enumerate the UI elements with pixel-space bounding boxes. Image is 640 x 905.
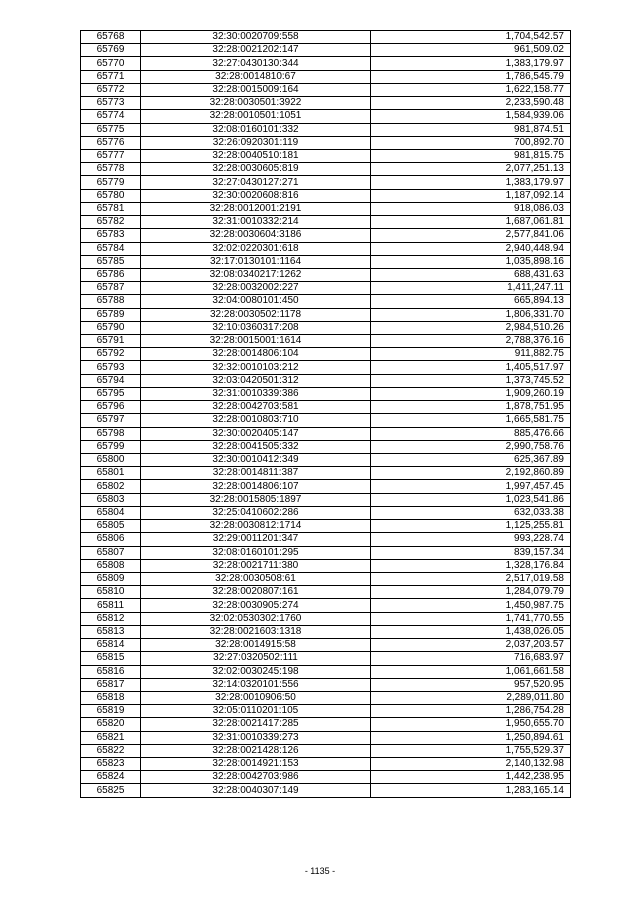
record-id-cell: 65793 bbox=[81, 361, 141, 374]
cadastral-number-cell: 32:28:0030812:1714 bbox=[141, 520, 371, 533]
record-id-cell: 65784 bbox=[81, 242, 141, 255]
amount-cell: 981,874.51 bbox=[371, 123, 571, 136]
table-row bbox=[81, 467, 571, 480]
table-row bbox=[81, 572, 571, 585]
cadastral-number-cell: 32:28:0030502:1178 bbox=[141, 308, 371, 321]
amount-cell: 700,892.70 bbox=[371, 136, 571, 149]
cadastral-number-cell: 32:28:0021417:285 bbox=[141, 718, 371, 731]
table-row bbox=[81, 176, 571, 189]
amount-cell: 1,383,179.97 bbox=[371, 57, 571, 70]
record-id-cell: 65803 bbox=[81, 493, 141, 506]
record-id-cell: 65824 bbox=[81, 771, 141, 784]
record-id-cell: 65769 bbox=[81, 44, 141, 57]
table-row bbox=[81, 401, 571, 414]
amount-cell: 1,442,238.95 bbox=[371, 771, 571, 784]
record-id-cell: 65819 bbox=[81, 705, 141, 718]
record-id-cell: 65808 bbox=[81, 559, 141, 572]
amount-cell: 2,289,011.80 bbox=[371, 691, 571, 704]
record-id-cell: 65822 bbox=[81, 744, 141, 757]
cadastral-number-cell: 32:30:0020709:558 bbox=[141, 31, 371, 44]
table-row bbox=[81, 546, 571, 559]
amount-cell: 2,984,510.26 bbox=[371, 321, 571, 334]
record-id-cell: 65806 bbox=[81, 533, 141, 546]
cadastral-number-cell: 32:28:0012001:2191 bbox=[141, 202, 371, 215]
cadastral-number-cell: 32:28:0010501:1051 bbox=[141, 110, 371, 123]
table-row bbox=[81, 758, 571, 771]
amount-cell: 981,815.75 bbox=[371, 149, 571, 162]
amount-cell: 1,125,255.81 bbox=[371, 520, 571, 533]
table-row bbox=[81, 533, 571, 546]
record-id-cell: 65805 bbox=[81, 520, 141, 533]
cadastral-number-cell: 32:31:0010339:386 bbox=[141, 387, 371, 400]
cadastral-number-cell: 32:02:0220301:618 bbox=[141, 242, 371, 255]
record-id-cell: 65768 bbox=[81, 31, 141, 44]
table-row bbox=[81, 625, 571, 638]
cadastral-number-cell: 32:28:0021428:126 bbox=[141, 744, 371, 757]
table-row bbox=[81, 295, 571, 308]
amount-cell: 839,157.34 bbox=[371, 546, 571, 559]
cadastral-number-cell: 32:28:0030508:61 bbox=[141, 572, 371, 585]
record-id-cell: 65799 bbox=[81, 440, 141, 453]
amount-cell: 2,788,376.16 bbox=[371, 335, 571, 348]
cadastral-number-cell: 32:28:0040510:181 bbox=[141, 149, 371, 162]
table-row bbox=[81, 744, 571, 757]
table-row bbox=[81, 123, 571, 136]
cadastral-number-cell: 32:28:0015805:1897 bbox=[141, 493, 371, 506]
amount-cell: 885,476.66 bbox=[371, 427, 571, 440]
table-row bbox=[81, 639, 571, 652]
record-id-cell: 65783 bbox=[81, 229, 141, 242]
record-id-cell: 65778 bbox=[81, 163, 141, 176]
records-table bbox=[80, 30, 571, 798]
table-row bbox=[81, 493, 571, 506]
cadastral-number-cell: 32:28:0014806:104 bbox=[141, 348, 371, 361]
amount-cell: 1,438,026.05 bbox=[371, 625, 571, 638]
cadastral-number-cell: 32:28:0014806:107 bbox=[141, 480, 371, 493]
amount-cell: 1,284,079.79 bbox=[371, 586, 571, 599]
cadastral-number-cell: 32:14:0320101:556 bbox=[141, 678, 371, 691]
table-row bbox=[81, 321, 571, 334]
table-row bbox=[81, 255, 571, 268]
cadastral-number-cell: 32:27:0430130:344 bbox=[141, 57, 371, 70]
record-id-cell: 65777 bbox=[81, 149, 141, 162]
record-id-cell: 65804 bbox=[81, 506, 141, 519]
cadastral-number-cell: 32:28:0042703:581 bbox=[141, 401, 371, 414]
cadastral-number-cell: 32:26:0920301:119 bbox=[141, 136, 371, 149]
table-row bbox=[81, 387, 571, 400]
record-id-cell: 65801 bbox=[81, 467, 141, 480]
amount-cell: 1,286,754.28 bbox=[371, 705, 571, 718]
table-row bbox=[81, 705, 571, 718]
record-id-cell: 65779 bbox=[81, 176, 141, 189]
amount-cell: 1,665,581.75 bbox=[371, 414, 571, 427]
record-id-cell: 65798 bbox=[81, 427, 141, 440]
amount-cell: 1,786,545.79 bbox=[371, 70, 571, 83]
cadastral-number-cell: 32:03:0420501:312 bbox=[141, 374, 371, 387]
record-id-cell: 65787 bbox=[81, 282, 141, 295]
cadastral-number-cell: 32:08:0160101:295 bbox=[141, 546, 371, 559]
amount-cell: 1,035,898.16 bbox=[371, 255, 571, 268]
amount-cell: 1,741,770.55 bbox=[371, 612, 571, 625]
record-id-cell: 65791 bbox=[81, 335, 141, 348]
table-row bbox=[81, 136, 571, 149]
cadastral-number-cell: 32:30:0020405:147 bbox=[141, 427, 371, 440]
amount-cell: 2,577,841.06 bbox=[371, 229, 571, 242]
records-table-body bbox=[81, 31, 571, 798]
table-row bbox=[81, 149, 571, 162]
table-row bbox=[81, 361, 571, 374]
amount-cell: 665,894.13 bbox=[371, 295, 571, 308]
table-row bbox=[81, 652, 571, 665]
table-row bbox=[81, 414, 571, 427]
cadastral-number-cell: 32:28:0021202:147 bbox=[141, 44, 371, 57]
amount-cell: 2,233,590.48 bbox=[371, 97, 571, 110]
record-id-cell: 65782 bbox=[81, 216, 141, 229]
cadastral-number-cell: 32:28:0014921:153 bbox=[141, 758, 371, 771]
cadastral-number-cell: 32:08:0160101:332 bbox=[141, 123, 371, 136]
record-id-cell: 65825 bbox=[81, 784, 141, 797]
amount-cell: 1,328,176.84 bbox=[371, 559, 571, 572]
table-row bbox=[81, 586, 571, 599]
cadastral-number-cell: 32:28:0030605:819 bbox=[141, 163, 371, 176]
table-row bbox=[81, 665, 571, 678]
cadastral-number-cell: 32:28:0014811:387 bbox=[141, 467, 371, 480]
table-row bbox=[81, 83, 571, 96]
cadastral-number-cell: 32:30:0020608:816 bbox=[141, 189, 371, 202]
table-row bbox=[81, 784, 571, 797]
amount-cell: 2,077,251.13 bbox=[371, 163, 571, 176]
amount-cell: 1,687,061.81 bbox=[371, 216, 571, 229]
cadastral-number-cell: 32:28:0030604:3186 bbox=[141, 229, 371, 242]
table-row bbox=[81, 268, 571, 281]
cadastral-number-cell: 32:28:0041505:332 bbox=[141, 440, 371, 453]
cadastral-number-cell: 32:28:0040307:149 bbox=[141, 784, 371, 797]
table-row bbox=[81, 520, 571, 533]
cadastral-number-cell: 32:28:0021603:1318 bbox=[141, 625, 371, 638]
amount-cell: 1,755,529.37 bbox=[371, 744, 571, 757]
amount-cell: 1,584,939.06 bbox=[371, 110, 571, 123]
amount-cell: 2,517,019.58 bbox=[371, 572, 571, 585]
amount-cell: 2,990,758.76 bbox=[371, 440, 571, 453]
table-row bbox=[81, 31, 571, 44]
cadastral-number-cell: 32:02:0530302:1760 bbox=[141, 612, 371, 625]
record-id-cell: 65776 bbox=[81, 136, 141, 149]
record-id-cell: 65800 bbox=[81, 454, 141, 467]
cadastral-number-cell: 32:28:0042703:986 bbox=[141, 771, 371, 784]
amount-cell: 1,909,260.19 bbox=[371, 387, 571, 400]
record-id-cell: 65816 bbox=[81, 665, 141, 678]
cadastral-number-cell: 32:02:0030245:198 bbox=[141, 665, 371, 678]
table-row bbox=[81, 229, 571, 242]
record-id-cell: 65809 bbox=[81, 572, 141, 585]
amount-cell: 1,187,092.14 bbox=[371, 189, 571, 202]
record-id-cell: 65774 bbox=[81, 110, 141, 123]
amount-cell: 1,704,542.57 bbox=[371, 31, 571, 44]
table-row bbox=[81, 480, 571, 493]
amount-cell: 1,061,661.58 bbox=[371, 665, 571, 678]
table-row bbox=[81, 718, 571, 731]
cadastral-number-cell: 32:28:0015001:1614 bbox=[141, 335, 371, 348]
cadastral-number-cell: 32:28:0021711:380 bbox=[141, 559, 371, 572]
cadastral-number-cell: 32:28:0030501:3922 bbox=[141, 97, 371, 110]
cadastral-number-cell: 32:27:0320502:111 bbox=[141, 652, 371, 665]
record-id-cell: 65811 bbox=[81, 599, 141, 612]
amount-cell: 918,086.03 bbox=[371, 202, 571, 215]
table-row bbox=[81, 57, 571, 70]
record-id-cell: 65781 bbox=[81, 202, 141, 215]
record-id-cell: 65788 bbox=[81, 295, 141, 308]
record-id-cell: 65773 bbox=[81, 97, 141, 110]
table-row bbox=[81, 374, 571, 387]
record-id-cell: 65771 bbox=[81, 70, 141, 83]
amount-cell: 688,431.63 bbox=[371, 268, 571, 281]
amount-cell: 2,140,132.98 bbox=[371, 758, 571, 771]
record-id-cell: 65815 bbox=[81, 652, 141, 665]
cadastral-number-cell: 32:31:0010332:214 bbox=[141, 216, 371, 229]
amount-cell: 2,940,448.94 bbox=[371, 242, 571, 255]
amount-cell: 2,192,860.89 bbox=[371, 467, 571, 480]
amount-cell: 1,806,331.70 bbox=[371, 308, 571, 321]
amount-cell: 2,037,203.57 bbox=[371, 639, 571, 652]
record-id-cell: 65780 bbox=[81, 189, 141, 202]
cadastral-number-cell: 32:04:0080101:450 bbox=[141, 295, 371, 308]
table-row bbox=[81, 44, 571, 57]
amount-cell: 1,878,751.95 bbox=[371, 401, 571, 414]
page-number: - 1135 - bbox=[304, 866, 336, 876]
table-row bbox=[81, 308, 571, 321]
table-row bbox=[81, 189, 571, 202]
record-id-cell: 65810 bbox=[81, 586, 141, 599]
table-row bbox=[81, 216, 571, 229]
amount-cell: 957,520.95 bbox=[371, 678, 571, 691]
cadastral-number-cell: 32:32:0010103:212 bbox=[141, 361, 371, 374]
amount-cell: 1,023,541.86 bbox=[371, 493, 571, 506]
record-id-cell: 65786 bbox=[81, 268, 141, 281]
table-row bbox=[81, 348, 571, 361]
table-row bbox=[81, 612, 571, 625]
table-row bbox=[81, 599, 571, 612]
amount-cell: 993,228.74 bbox=[371, 533, 571, 546]
record-id-cell: 65807 bbox=[81, 546, 141, 559]
table-row bbox=[81, 771, 571, 784]
record-id-cell: 65795 bbox=[81, 387, 141, 400]
cadastral-number-cell: 32:25:0410602:286 bbox=[141, 506, 371, 519]
cadastral-number-cell: 32:30:0010412:349 bbox=[141, 454, 371, 467]
amount-cell: 1,383,179.97 bbox=[371, 176, 571, 189]
cadastral-number-cell: 32:29:0011201:347 bbox=[141, 533, 371, 546]
amount-cell: 1,622,158.77 bbox=[371, 83, 571, 96]
record-id-cell: 65792 bbox=[81, 348, 141, 361]
amount-cell: 632,033.38 bbox=[371, 506, 571, 519]
cadastral-number-cell: 32:08:0340217:1262 bbox=[141, 268, 371, 281]
table-row bbox=[81, 163, 571, 176]
table-row bbox=[81, 202, 571, 215]
cadastral-number-cell: 32:28:0032002:227 bbox=[141, 282, 371, 295]
record-id-cell: 65797 bbox=[81, 414, 141, 427]
table-row bbox=[81, 97, 571, 110]
record-id-cell: 65789 bbox=[81, 308, 141, 321]
table-row bbox=[81, 559, 571, 572]
amount-cell: 1,411,247.11 bbox=[371, 282, 571, 295]
amount-cell: 1,373,745.52 bbox=[371, 374, 571, 387]
record-id-cell: 65823 bbox=[81, 758, 141, 771]
table-row bbox=[81, 678, 571, 691]
record-id-cell: 65790 bbox=[81, 321, 141, 334]
record-id-cell: 65796 bbox=[81, 401, 141, 414]
amount-cell: 1,450,987.75 bbox=[371, 599, 571, 612]
amount-cell: 1,405,517.97 bbox=[371, 361, 571, 374]
record-id-cell: 65785 bbox=[81, 255, 141, 268]
cadastral-number-cell: 32:28:0014915:58 bbox=[141, 639, 371, 652]
record-id-cell: 65821 bbox=[81, 731, 141, 744]
table-row bbox=[81, 454, 571, 467]
table-row bbox=[81, 282, 571, 295]
cadastral-number-cell: 32:17:0130101:1164 bbox=[141, 255, 371, 268]
cadastral-number-cell: 32:10:0360317:208 bbox=[141, 321, 371, 334]
cadastral-number-cell: 32:28:0020807:161 bbox=[141, 586, 371, 599]
table-row bbox=[81, 440, 571, 453]
table-row bbox=[81, 110, 571, 123]
cadastral-number-cell: 32:27:0430127:271 bbox=[141, 176, 371, 189]
cadastral-number-cell: 32:28:0010803:710 bbox=[141, 414, 371, 427]
table-row bbox=[81, 335, 571, 348]
record-id-cell: 65772 bbox=[81, 83, 141, 96]
record-id-cell: 65820 bbox=[81, 718, 141, 731]
record-id-cell: 65817 bbox=[81, 678, 141, 691]
record-id-cell: 65794 bbox=[81, 374, 141, 387]
record-id-cell: 65818 bbox=[81, 691, 141, 704]
record-id-cell: 65812 bbox=[81, 612, 141, 625]
record-id-cell: 65770 bbox=[81, 57, 141, 70]
amount-cell: 1,250,894.61 bbox=[371, 731, 571, 744]
table-row bbox=[81, 731, 571, 744]
cadastral-number-cell: 32:28:0015009:164 bbox=[141, 83, 371, 96]
record-id-cell: 65802 bbox=[81, 480, 141, 493]
record-id-cell: 65814 bbox=[81, 639, 141, 652]
table-row bbox=[81, 427, 571, 440]
amount-cell: 1,283,165.14 bbox=[371, 784, 571, 797]
cadastral-number-cell: 32:28:0014810:67 bbox=[141, 70, 371, 83]
amount-cell: 1,950,655.70 bbox=[371, 718, 571, 731]
amount-cell: 716,683.97 bbox=[371, 652, 571, 665]
cadastral-number-cell: 32:31:0010339:273 bbox=[141, 731, 371, 744]
amount-cell: 1,997,457.45 bbox=[371, 480, 571, 493]
table-row bbox=[81, 242, 571, 255]
cadastral-number-cell: 32:28:0010906:50 bbox=[141, 691, 371, 704]
table-row bbox=[81, 70, 571, 83]
cadastral-number-cell: 32:05:0110201:105 bbox=[141, 705, 371, 718]
table-row bbox=[81, 506, 571, 519]
cadastral-number-cell: 32:28:0030905:274 bbox=[141, 599, 371, 612]
table-row bbox=[81, 691, 571, 704]
record-id-cell: 65775 bbox=[81, 123, 141, 136]
amount-cell: 961,509.02 bbox=[371, 44, 571, 57]
amount-cell: 625,367.89 bbox=[371, 454, 571, 467]
record-id-cell: 65813 bbox=[81, 625, 141, 638]
amount-cell: 911,882.75 bbox=[371, 348, 571, 361]
